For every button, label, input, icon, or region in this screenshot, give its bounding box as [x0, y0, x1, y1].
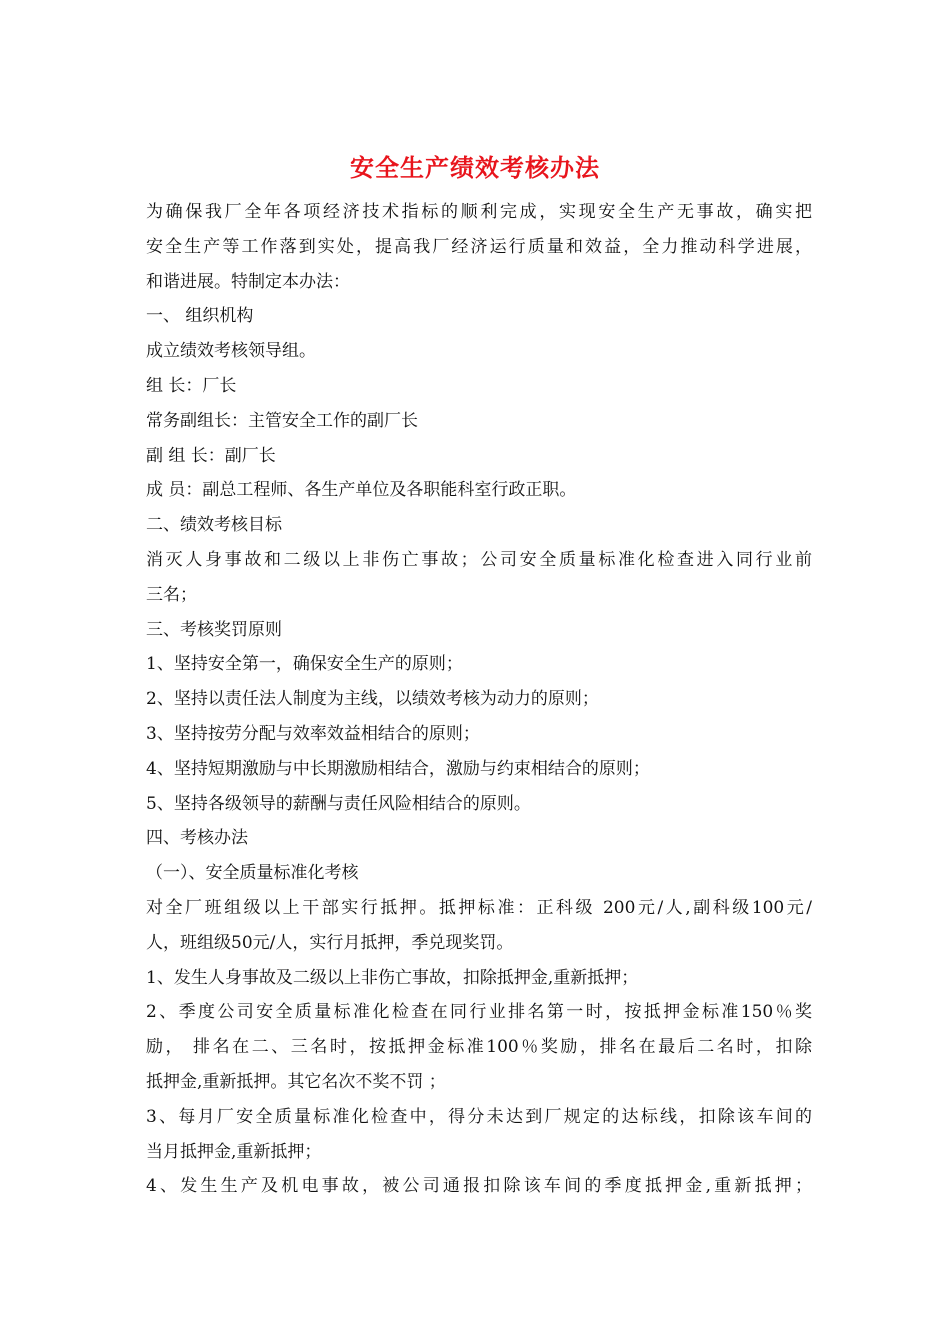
paragraph-line: 四、考核办法 — [146, 828, 248, 849]
paragraph-line: 一、 组织机构 — [146, 306, 254, 327]
paragraph-line: 4、发生生产及机电事故，被公司通报扣除该车间的季度抵押金,重新抵押； — [146, 1176, 812, 1197]
paragraph-line: 对全厂班组级以上干部实行抵押。抵押标准：正科级 200元/人,副科级100元/ — [146, 897, 812, 918]
document-body — [146, 195, 812, 1204]
paragraph-line: 3、每月厂安全质量标准化检查中，得分未达到厂规定的达标线，扣除该车间的 — [146, 1106, 812, 1127]
paragraph-line: 二、绩效考核目标 — [146, 515, 282, 536]
paragraph-line: 成 员：副总工程师、各生产单位及各职能科室行政正职。 — [146, 480, 577, 501]
paragraph-line: 成立绩效考核领导组。 — [146, 341, 316, 362]
paragraph-line: 三名； — [146, 584, 197, 605]
paragraph-line: 3、坚持按劳分配与效率效益相结合的原则； — [146, 723, 480, 744]
paragraph-line: 4、坚持短期激励与中长期激励相结合，激励与约束相结合的原则； — [146, 758, 650, 779]
paragraph-line: 为确保我厂全年各项经济技术指标的顺利完成，实现安全生产无事故，确实把 — [146, 202, 812, 222]
paragraph-line: 5、坚持各级领导的薪酬与责任风险相结合的原则。 — [146, 793, 531, 814]
paragraph-line: 1、坚持安全第一，确保安全生产的原则； — [146, 654, 463, 675]
paragraph-line: 三、考核奖罚原则 — [146, 619, 282, 640]
paragraph-line: 1、发生人身事故及二级以上非伤亡事故，扣除抵押金,重新抵押； — [146, 967, 639, 988]
paragraph-line: 副 组 长：副厂长 — [146, 445, 276, 466]
paragraph-line: 2、坚持以责任法人制度为主线，以绩效考核为动力的原则； — [146, 689, 599, 710]
paragraph-line: （一）、安全质量标准化考核 — [146, 863, 359, 884]
document-title: 安全生产绩效考核办法 — [350, 153, 600, 182]
paragraph-line: 当月抵押金,重新抵押； — [146, 1141, 322, 1162]
paragraph-line: 和谐进展。特制定本办法： — [146, 271, 350, 292]
paragraph-line: 人，班组级50元/人，实行月抵押，季兑现奖罚。 — [146, 932, 514, 953]
paragraph-line: 常务副组长：主管安全工作的副厂长 — [146, 410, 418, 431]
paragraph-line: 组 长：厂长 — [146, 375, 237, 396]
paragraph-line: 励， 排名在二、三名时，按抵押金标准100％奖励，排名在最后二名时，扣除 — [146, 1037, 812, 1058]
paragraph-line: 安全生产等工作落到实处，提高我厂经济运行质量和效益，全力推动科学进展， — [146, 236, 812, 257]
paragraph-line: 2、季度公司安全质量标准化检查在同行业排名第一时，按抵押金标准150％奖 — [146, 1002, 812, 1023]
paragraph-line: 抵押金,重新抵押。其它名次不奖不罚 ； — [146, 1071, 446, 1092]
paragraph-line: 消灭人身事故和二级以上非伤亡事故；公司安全质量标准化检查进入同行业前 — [146, 549, 812, 570]
